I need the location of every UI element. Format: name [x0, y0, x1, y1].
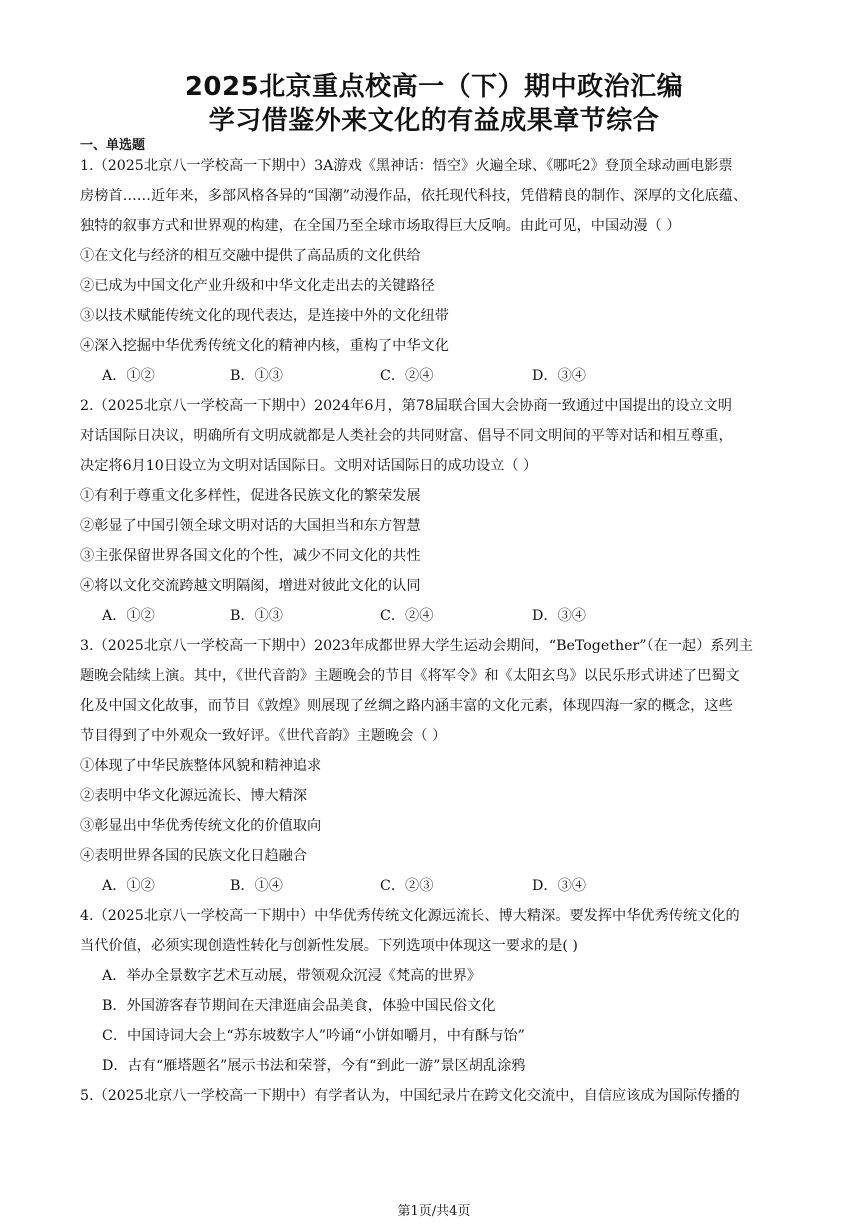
- question-stem-line: 3.（2025北京八一学校高一下期中）2023年成都世界大学生运动会期间，“BeTogether”（在一起）系列主: [80, 638, 753, 654]
- question-5: [80, 1081, 792, 1111]
- choice-d: D．③④: [532, 608, 586, 624]
- choice-b: B．①③: [230, 368, 283, 384]
- page-title-line1: 2025北京重点校高一（下）期中政治汇编: [184, 72, 684, 102]
- choice-a: A．①②: [102, 878, 155, 894]
- question-list: [80, 151, 792, 1111]
- choice-b: B．①③: [230, 608, 283, 624]
- question-1: [80, 151, 792, 391]
- choice-d: D．③④: [532, 878, 586, 894]
- question-3: [80, 631, 792, 901]
- section-heading: 一、单选题: [80, 138, 146, 153]
- question-stem-line: 决定将6月10日设立为文明对话国际日。文明对话国际日的成功设立（ ）: [80, 458, 538, 474]
- statement: ③彰显出中华优秀传统文化的价值取向: [80, 818, 322, 834]
- question-4: [80, 901, 792, 1081]
- question-stem-line: 对话国际日决议，明确所有文明成就都是人类社会的共同财富、倡导不同文明间的平等对话和相互尊重，: [80, 428, 733, 444]
- choice-b: B．①④: [230, 878, 283, 894]
- choice-a: A．①②: [102, 368, 155, 384]
- page-number: 第1页/共4页: [397, 1204, 471, 1219]
- statement: ③主张保留世界各国文化的个性，减少不同文化的共性: [80, 548, 421, 564]
- question-stem-line: 独特的叙事方式和世界观的构建，在全国乃至全球市场取得巨大反响。由此可见，中国动漫（ ）: [80, 218, 681, 234]
- answer-choices: [80, 361, 792, 391]
- question-stem-line: 2.（2025北京八一学校高一下期中）2024年6月，第78届联合国大会协商一致通过中国提出的设立文明: [80, 398, 732, 414]
- statement: ④表明世界各国的民族文化日趋融合: [80, 848, 308, 864]
- statement: ①体现了中华民族整体风貌和精神追求: [80, 758, 322, 774]
- question-stem-line: 化及中国文化故事，而节目《敦煌》则展现了丝绸之路内涵丰富的文化元素，体现四海一家的概念，这些: [80, 698, 733, 714]
- statement: ④深入挖掘中华优秀传统文化的精神内核，重构了中华文化: [80, 338, 449, 354]
- question-stem-line: 4.（2025北京八一学校高一下期中）中华优秀传统文化源远流长、博大精深。要发挥中华优秀传统文化的: [80, 908, 740, 924]
- answer-choices: [80, 601, 792, 631]
- choice-c: C．②③: [380, 878, 434, 894]
- statement: ④将以文化交流跨越文明隔阂，增进对彼此文化的认同: [80, 578, 421, 594]
- answer-choices: [80, 871, 792, 901]
- question-stem-line: 节目得到了中外观众一致好评。《世代音韵》主题晚会（ ）: [80, 728, 447, 744]
- statement: ①在文化与经济的相互交融中提供了高品质的文化供给: [80, 248, 421, 264]
- page-title-line2: 学习借鉴外来文化的有益成果章节综合: [208, 106, 660, 136]
- question-stem-line: 题晚会陆续上演。其中，《世代音韵》主题晚会的节目《将军令》和《太阳玄鸟》以民乐形式讲述了巴蜀文: [80, 668, 740, 684]
- question-stem-line: 当代价值，必须实现创造性转化与创新性发展。下列选项中体现这一要求的是( ): [80, 938, 578, 954]
- choice-c: C．②④: [380, 368, 434, 384]
- statement: ②表明中华文化源远流长、博大精深: [80, 788, 308, 804]
- option-b: B．外国游客春节期间在天津逛庙会品美食，体验中国民俗文化: [102, 998, 496, 1014]
- statement: ③以技术赋能传统文化的现代表达，是连接中外的文化纽带: [80, 308, 449, 324]
- option-a: A．举办全景数字艺术互动展，带领观众沉浸《梵高的世界》: [102, 968, 482, 984]
- question-2: [80, 391, 792, 631]
- question-stem-line: 房榜首……近年来，多部风格各异的“国潮”动漫作品，依托现代科技，凭借精良的制作、深厚的文化底蕴、: [80, 188, 748, 204]
- question-stem-line: 5.（2025北京八一学校高一下期中）有学者认为，中国纪录片在跨文化交流中，自信应该成为国际传播的: [80, 1088, 740, 1104]
- statement: ②已成为中国文化产业升级和中华文化走出去的关键路径: [80, 278, 435, 294]
- option-c: C．中国诗词大会上“苏东坡数字人”吟诵“小饼如嚼月，中有酥与饴”: [102, 1028, 525, 1044]
- choice-a: A．①②: [102, 608, 155, 624]
- option-d: D．古有“雁塔题名”展示书法和荣誉，今有“到此一游”景区胡乱涂鸦: [102, 1058, 526, 1074]
- choice-c: C．②④: [380, 608, 434, 624]
- statement: ①有利于尊重文化多样性，促进各民族文化的繁荣发展: [80, 488, 421, 504]
- question-stem-line: 1.（2025北京八一学校高一下期中）3A游戏《黑神话：悟空》火遍全球、《哪吒2》登顶全球动画电影票: [80, 158, 733, 174]
- statement: ②彰显了中国引领全球文明对话的大国担当和东方智慧: [80, 518, 421, 534]
- choice-d: D．③④: [532, 368, 586, 384]
